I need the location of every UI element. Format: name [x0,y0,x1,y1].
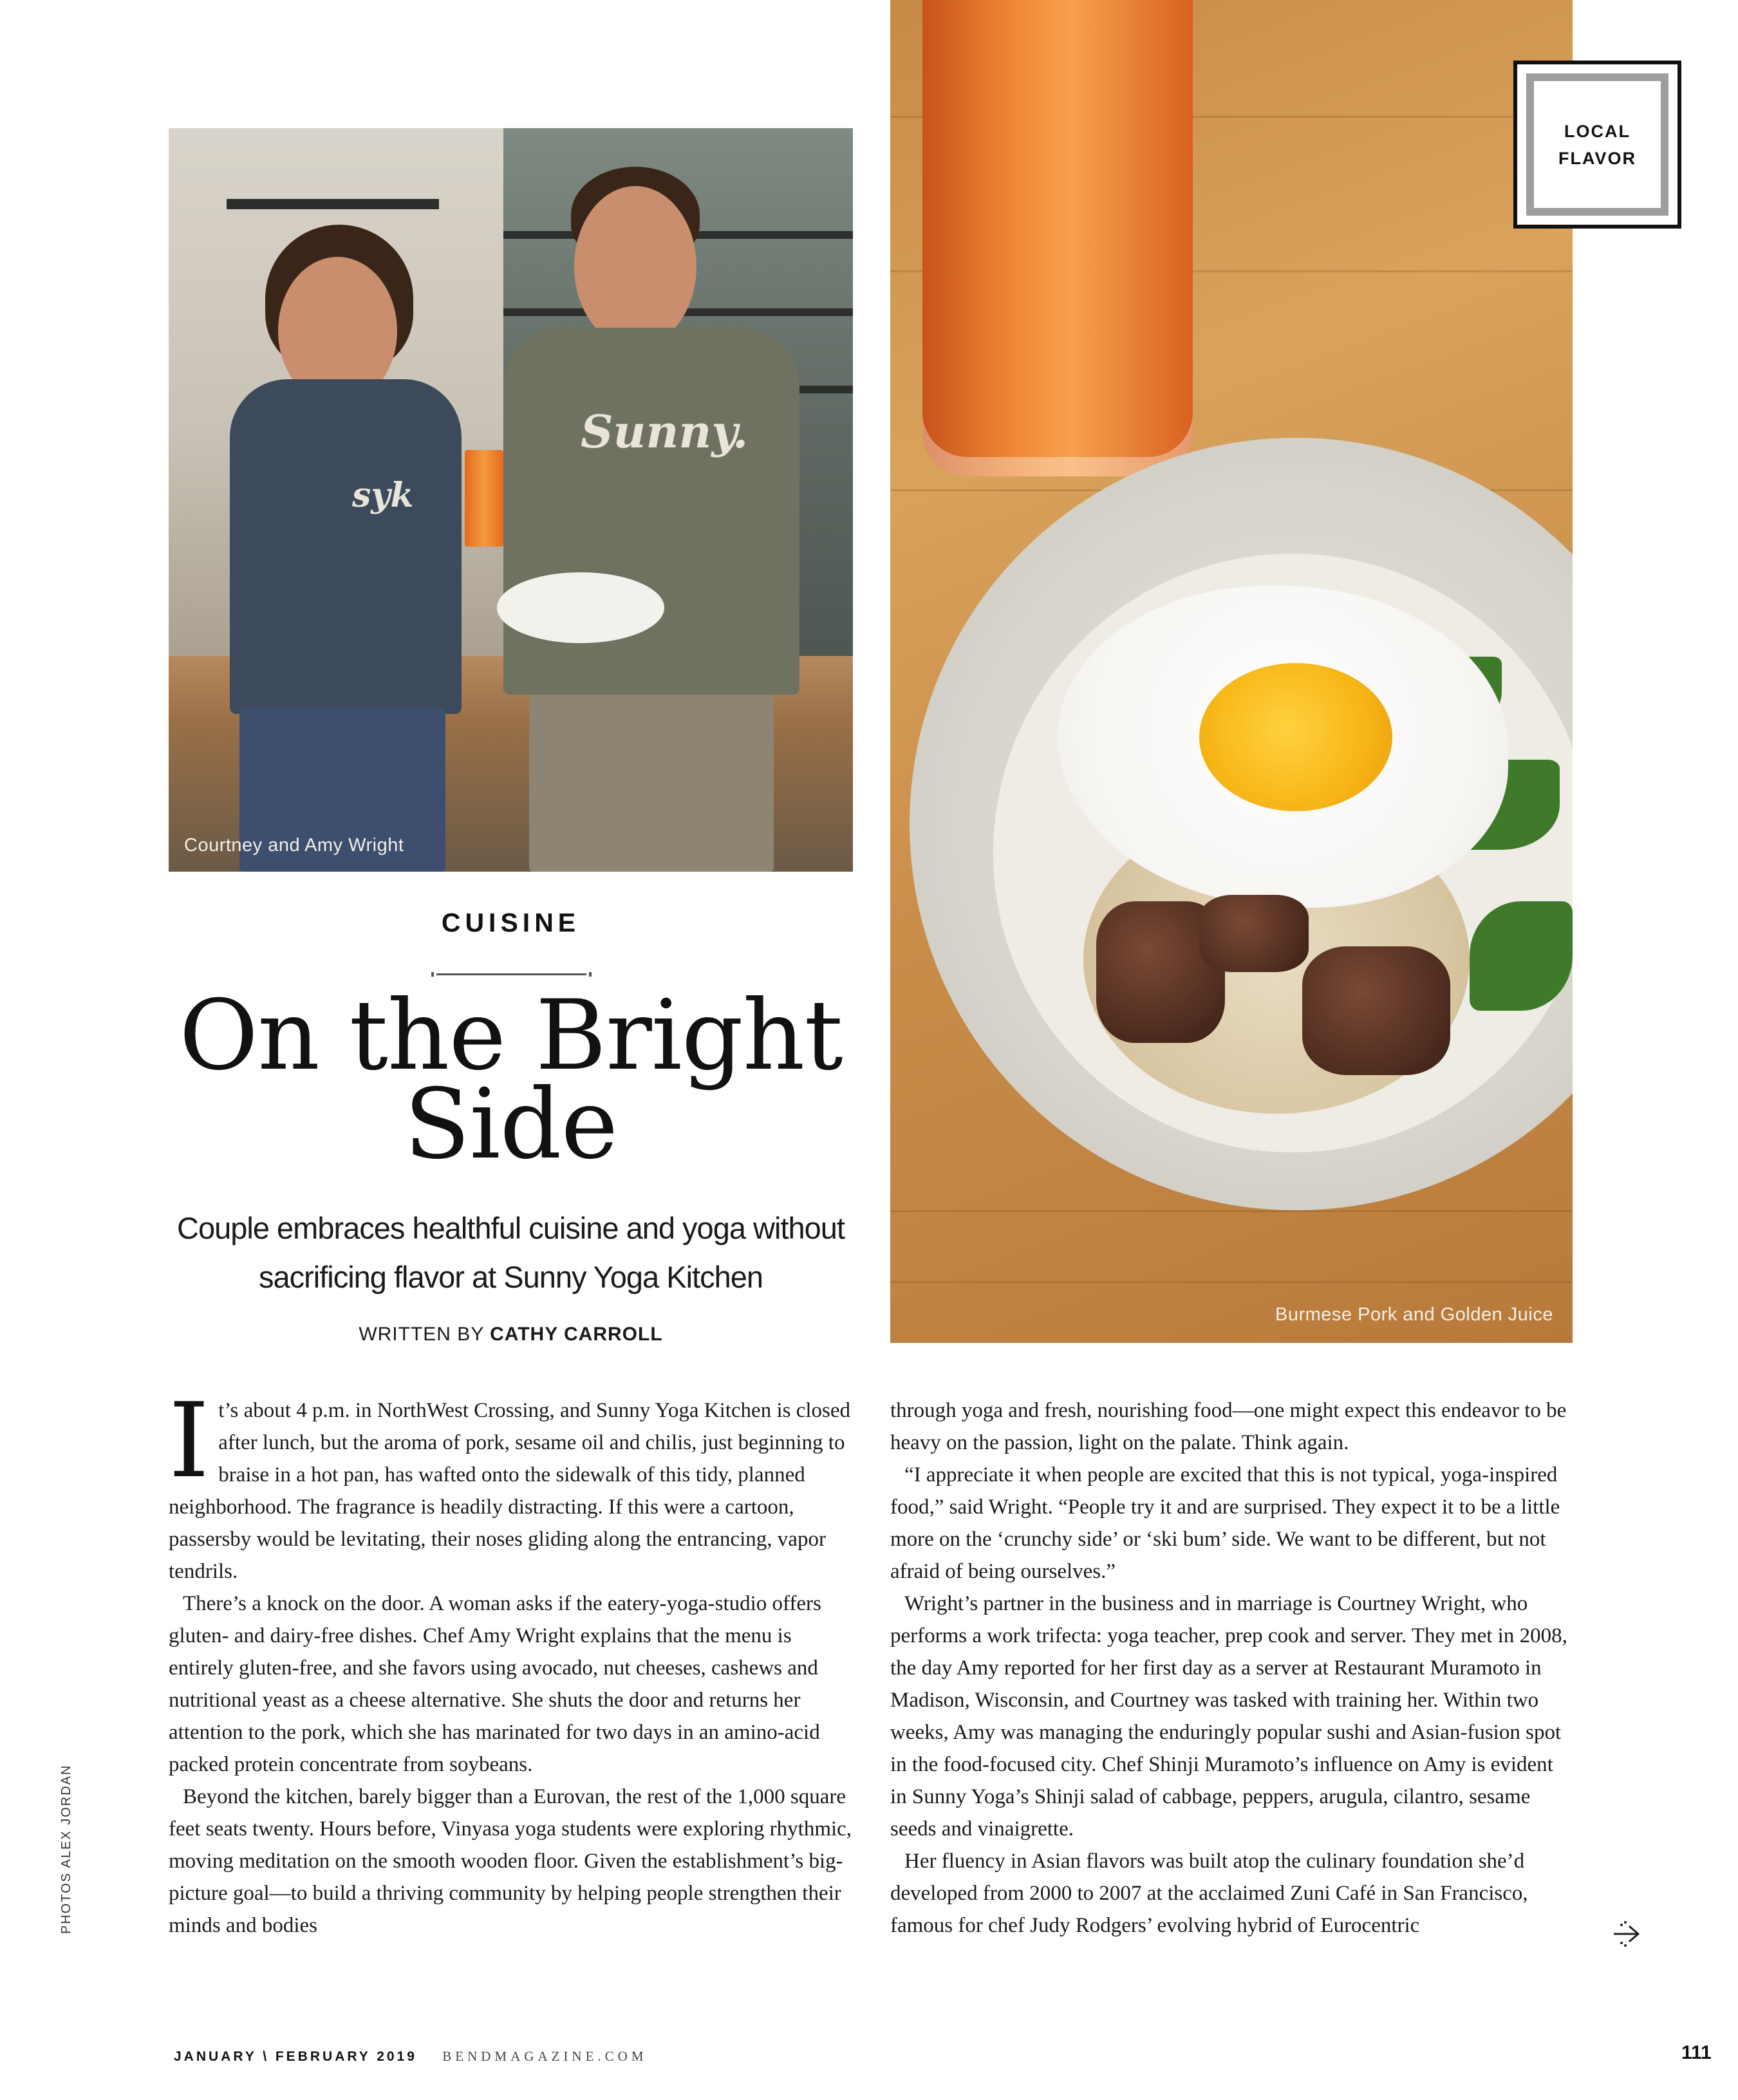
body-paragraph: Her fluency in Asian flavors was built atop the culinary foundation she’d developed from 2000 to 2007 at the acclaimed Zuni Café in San Francisco, famous for chef Judy Rodgers’ evolving hybrid of Eurocentric [890,1850,1528,1937]
body-paragraph: Beyond the kitchen, barely bigger than a Eurovan, the rest of the 1,000 square feet seats twenty. Hours before, Vinyasa yoga students were exploring rhythmic, moving meditation on the smooth wooden floor. Given the establishment’s big-picture goal—to build a thriving community by helping people strengthen their minds and bodies [169,1785,852,1937]
title-line-2: Side [404,1069,618,1181]
local-flavor-badge [1513,61,1681,229]
article-dek [169,1204,853,1302]
body-paragraph [169,1380,857,1588]
pork-piece [1199,895,1309,972]
food-caption: Burmese Pork and Golden Juice [1275,1304,1553,1325]
byline-prefix: WRITTEN BY [359,1324,484,1345]
byline-author: CATHY CARROLL [490,1324,663,1345]
title-line-1: On the Bright [179,980,843,1092]
article-title [169,980,853,1181]
portrait-photo [169,128,853,872]
page-footer [174,2048,648,2065]
paragraph-text: t’s about 4 p.m. in NorthWest Crossing, and Sunny Yoga Kitchen is closed after lunch, but the aroma of pork, sesame oil and chilis, just beginning to braise in a hot pan, has wafted onto the sidewalk of this tidy, planned neighborhood. The fragrance is headily distracting. If this were a cartoon, passersby would be levitating, their noses gliding along the entrancing, vapor tendrils. [169,1399,851,1583]
cilantro [1470,901,1573,1011]
egg-yolk [1199,663,1392,811]
shirt-text-left: syk [352,476,414,515]
bowl-small [497,572,664,643]
badge-line-2: FLAVOR [1558,148,1636,168]
shirt-text-right: Sunny. [581,405,749,458]
page-number: 111 [1681,2042,1712,2063]
photo-credit: PHOTOS ALEX JORDAN [59,1764,73,1934]
juice-glass-small [465,450,503,547]
website: BENDMAGAZINE.COM [442,2048,648,2064]
byline [169,1324,853,1345]
body-paragraph: through yoga and fresh, nourishing food—one might expect this endeavor to be heavy on the passion, light on the palate. Think again. [890,1399,1567,1454]
body-column-left [169,1380,857,1942]
food-photo [890,0,1573,1343]
continue-arrow-icon [1612,1920,1643,1948]
dek-line-1: Couple embraces healthful cuisine and yoga without [177,1211,845,1245]
body-paragraph: “I appreciate it when people are excited that this is not typical, yoga-inspired food,” said Wright. “People try it and are surprised. They expect it to be a little more on the ‘crunchy side’ or ‘ski bum’ side. We want to be different, but not afraid of being ourselves.” [890,1463,1560,1583]
portrait-caption: Courtney and Amy Wright [184,835,404,856]
section-label: CUISINE [441,908,581,937]
dek-line-2: sacrificing flavor at Sunny Yoga Kitchen [258,1260,763,1294]
photo-shelf [227,199,439,209]
issue-date: JANUARY \ FEBRUARY 2019 [174,2049,417,2064]
section-divider [436,973,586,975]
pork-piece [1302,946,1450,1075]
drop-cap: I [169,1380,210,1501]
badge-line-1: LOCAL [1564,121,1631,141]
body-paragraph: There’s a knock on the door. A woman asks if the eatery-yoga-studio offers gluten- and dairy-free dishes. Chef Amy Wright explains that the menu is entirely gluten-free, and she favors using avocado, nut cheeses, cashews and nutritional yeast as a cheese alternative. She shuts the door and returns her attention to the pork, which she has marinated for two days in an amino-acid packed protein concentrate from soybeans. [169,1592,821,1776]
juice-glass [922,0,1193,476]
body-column-right [890,1394,1573,1942]
body-paragraph: Wright’s partner in the business and in marriage is Courtney Wright, who performs a work trifecta: yoga teacher, prep cook and server. They met in 2008, the day Amy reported for her first day as a server at Restaurant Muramoto in Madison, Wisconsin, and Courtney was tasked with training her. Within two weeks, Amy was managing the enduringly popular sushi and Asian-fusion spot in the food-focused city. Chef Shinji Muramoto’s influence on Amy is evident in Sunny Yoga’s Shinji salad of cabbage, peppers, arugula, cilantro, sesame seeds and vinaigrette. [890,1592,1567,1841]
